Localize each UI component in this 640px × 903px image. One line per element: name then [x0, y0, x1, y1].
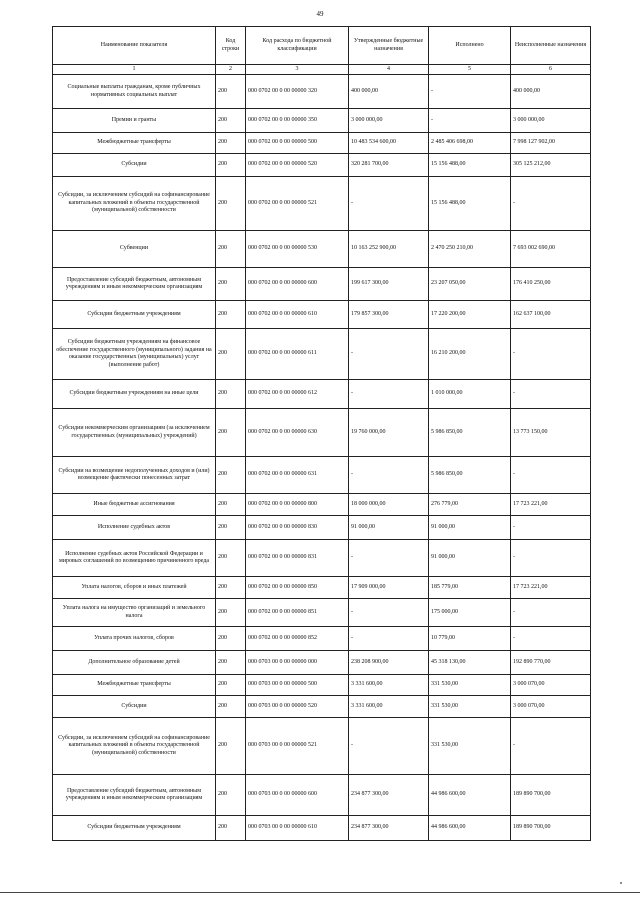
cell-exec: 5 986 850,00	[429, 409, 511, 457]
cell-code: 000 0702 00 0 00 00000 500	[246, 133, 349, 154]
cell-exec: 185 779,00	[429, 577, 511, 599]
cell-code: 000 0703 00 0 00 00000 600	[246, 775, 349, 816]
cell-code: 000 0702 00 0 00 00000 611	[246, 329, 349, 380]
cell-line: 200	[216, 75, 246, 109]
cell-unexec: 17 723 221,00	[511, 577, 591, 599]
cell-exec: 2 470 250 210,00	[429, 231, 511, 268]
cell-approved: 400 000,00	[349, 75, 429, 109]
cell-code: 000 0702 00 0 00 00000 851	[246, 599, 349, 627]
cell-line: 200	[216, 577, 246, 599]
page-number: 49	[316, 10, 324, 18]
column-index: 6	[511, 65, 591, 75]
cell-line: 200	[216, 268, 246, 301]
cell-unexec: 305 125 212,00	[511, 154, 591, 177]
header-row	[53, 27, 591, 65]
cell-line: 200	[216, 301, 246, 329]
cell-name: Субсидии бюджетным учреждениям	[53, 301, 216, 329]
cell-line: 200	[216, 409, 246, 457]
cell-unexec: -	[511, 177, 591, 231]
cell-approved: -	[349, 177, 429, 231]
cell-name: Межбюджетные трансферты	[53, 133, 216, 154]
cell-code: 000 0702 00 0 00 00000 630	[246, 409, 349, 457]
cell-name: Уплата прочих налогов, сборов	[53, 627, 216, 651]
header-expense-code: Код расхода по бюджетной классификации	[246, 27, 349, 65]
cell-approved: 3 331 600,00	[349, 696, 429, 718]
cell-name: Субсидии	[53, 696, 216, 718]
cell-unexec: 162 637 100,00	[511, 301, 591, 329]
cell-name: Предоставление субсидий бюджетным, автономным учреждениям и иным некоммерческим организациям	[53, 268, 216, 301]
table-row	[53, 651, 591, 675]
cell-exec: 91 000,00	[429, 540, 511, 577]
table-row	[53, 816, 591, 841]
cell-unexec: -	[511, 540, 591, 577]
cell-unexec: 7 693 002 690,00	[511, 231, 591, 268]
cell-code: 000 0702 00 0 00 00000 350	[246, 109, 349, 133]
table-row	[53, 380, 591, 409]
table-row	[53, 599, 591, 627]
cell-exec: 91 000,00	[429, 516, 511, 540]
cell-approved: 179 857 300,00	[349, 301, 429, 329]
cell-code: 000 0702 00 0 00 00000 850	[246, 577, 349, 599]
cell-unexec: -	[511, 627, 591, 651]
cell-approved: -	[349, 380, 429, 409]
cell-exec: 331 530,00	[429, 675, 511, 696]
cell-name: Субсидии бюджетным учреждениям на финансовое обеспечение государственного (муниципального) задания на оказание государственных (муниципальных) услуг (выполнение работ)	[53, 329, 216, 380]
column-index: 4	[349, 65, 429, 75]
table-row	[53, 133, 591, 154]
cell-approved: 238 208 900,00	[349, 651, 429, 675]
cell-exec: 1 010 000,00	[429, 380, 511, 409]
cell-approved: 18 000 000,00	[349, 494, 429, 516]
cell-line: 200	[216, 154, 246, 177]
cell-unexec: 189 890 700,00	[511, 775, 591, 816]
cell-line: 200	[216, 329, 246, 380]
bottom-divider	[0, 892, 640, 893]
cell-name: Социальные выплаты гражданам, кроме публичных нормативных социальных выплат	[53, 75, 216, 109]
cell-code: 000 0702 00 0 00 00000 612	[246, 380, 349, 409]
header-approved: Утвержденные бюджетные назначения	[349, 27, 429, 65]
cell-name: Субсидии, за исключением субсидий на софинансирование капитальных вложений в объекты государственной (муниципальной) собственности	[53, 177, 216, 231]
cell-name: Субсидии, за исключением субсидий на софинансирование капитальных вложений в объекты государственной (муниципальной) собственности	[53, 718, 216, 775]
cell-name: Иные бюджетные ассигнования	[53, 494, 216, 516]
cell-unexec: -	[511, 516, 591, 540]
cell-code: 000 0703 00 0 00 00000 610	[246, 816, 349, 841]
cell-unexec: 400 000,00	[511, 75, 591, 109]
cell-line: 200	[216, 627, 246, 651]
cell-approved: -	[349, 540, 429, 577]
cell-unexec: -	[511, 380, 591, 409]
cell-unexec: -	[511, 329, 591, 380]
cell-name: Исполнение судебных актов	[53, 516, 216, 540]
cell-name: Субсидии бюджетным учреждениям	[53, 816, 216, 841]
table-row	[53, 109, 591, 133]
cell-approved: 91 000,00	[349, 516, 429, 540]
cell-exec: 331 530,00	[429, 718, 511, 775]
cell-name: Предоставление субсидий бюджетным, автономным учреждениям и иным некоммерческим организациям	[53, 775, 216, 816]
cell-code: 000 0702 00 0 00 00000 530	[246, 231, 349, 268]
cell-code: 000 0703 00 0 00 00000 521	[246, 718, 349, 775]
table-row	[53, 627, 591, 651]
table-row	[53, 675, 591, 696]
cell-line: 200	[216, 599, 246, 627]
table-row	[53, 577, 591, 599]
cell-line: 200	[216, 457, 246, 494]
cell-code: 000 0702 00 0 00 00000 852	[246, 627, 349, 651]
cell-code: 000 0702 00 0 00 00000 830	[246, 516, 349, 540]
column-index: 2	[216, 65, 246, 75]
budget-execution-table	[52, 26, 591, 841]
cell-approved: -	[349, 329, 429, 380]
cell-line: 200	[216, 494, 246, 516]
cell-code: 000 0702 00 0 00 00000 610	[246, 301, 349, 329]
cell-unexec: 189 890 700,00	[511, 816, 591, 841]
cell-approved: -	[349, 627, 429, 651]
cell-approved: 320 281 700,00	[349, 154, 429, 177]
table-row	[53, 540, 591, 577]
cell-exec: 276 779,00	[429, 494, 511, 516]
cell-approved: -	[349, 599, 429, 627]
cell-unexec: 176 410 250,00	[511, 268, 591, 301]
cell-exec: 5 986 850,00	[429, 457, 511, 494]
cell-exec: 17 220 200,00	[429, 301, 511, 329]
table-row	[53, 696, 591, 718]
cell-unexec: 192 890 770,00	[511, 651, 591, 675]
cell-line: 200	[216, 718, 246, 775]
table-row	[53, 409, 591, 457]
cell-approved: 17 909 000,00	[349, 577, 429, 599]
cell-name: Субсидии	[53, 154, 216, 177]
cell-unexec: 13 773 150,00	[511, 409, 591, 457]
header-executed: Исполнено	[429, 27, 511, 65]
cell-line: 200	[216, 775, 246, 816]
cell-line: 200	[216, 231, 246, 268]
table-row	[53, 457, 591, 494]
table-row	[53, 154, 591, 177]
cell-exec: 2 485 406 698,00	[429, 133, 511, 154]
cell-unexec: 17 723 221,00	[511, 494, 591, 516]
cell-name: Субсидии на возмещение недополученных доходов и (или) возмещение фактически понесенных затрат	[53, 457, 216, 494]
cell-code: 000 0703 00 0 00 00000 000	[246, 651, 349, 675]
table-row	[53, 718, 591, 775]
cell-line: 200	[216, 696, 246, 718]
cell-line: 200	[216, 109, 246, 133]
cell-approved: 10 163 252 900,00	[349, 231, 429, 268]
cell-exec: 16 210 200,00	[429, 329, 511, 380]
table-row	[53, 75, 591, 109]
cell-code: 000 0703 00 0 00 00000 520	[246, 696, 349, 718]
column-index: 3	[246, 65, 349, 75]
cell-name: Субвенции	[53, 231, 216, 268]
cell-line: 200	[216, 675, 246, 696]
cell-exec: 45 318 130,00	[429, 651, 511, 675]
cell-exec: 175 000,00	[429, 599, 511, 627]
cell-code: 000 0702 00 0 00 00000 520	[246, 154, 349, 177]
cell-exec: 23 207 050,00	[429, 268, 511, 301]
table-row	[53, 268, 591, 301]
column-index: 1	[53, 65, 216, 75]
cell-name: Уплата налогов, сборов и иных платежей	[53, 577, 216, 599]
cell-line: 200	[216, 380, 246, 409]
cell-code: 000 0702 00 0 00 00000 831	[246, 540, 349, 577]
table-row	[53, 775, 591, 816]
cell-exec: 15 156 488,00	[429, 154, 511, 177]
cell-unexec: -	[511, 457, 591, 494]
cell-unexec: -	[511, 718, 591, 775]
cell-approved: 19 760 000,00	[349, 409, 429, 457]
column-index: 5	[429, 65, 511, 75]
table-row	[53, 301, 591, 329]
scan-mark	[620, 882, 622, 884]
table-row	[53, 329, 591, 380]
cell-name: Дополнительное образование детей	[53, 651, 216, 675]
cell-name: Премии и гранты	[53, 109, 216, 133]
cell-line: 200	[216, 516, 246, 540]
cell-unexec: 3 000 070,00	[511, 696, 591, 718]
cell-exec: 44 986 600,00	[429, 816, 511, 841]
table-row	[53, 177, 591, 231]
column-index-row	[53, 65, 591, 75]
cell-approved: 3 000 000,00	[349, 109, 429, 133]
cell-exec: 15 156 488,00	[429, 177, 511, 231]
cell-line: 200	[216, 177, 246, 231]
cell-exec: 331 530,00	[429, 696, 511, 718]
cell-unexec: -	[511, 599, 591, 627]
cell-line: 200	[216, 540, 246, 577]
cell-approved: 234 877 300,00	[349, 816, 429, 841]
cell-exec: -	[429, 75, 511, 109]
cell-code: 000 0702 00 0 00 00000 600	[246, 268, 349, 301]
cell-line: 200	[216, 816, 246, 841]
cell-approved: 234 877 300,00	[349, 775, 429, 816]
table-body	[53, 75, 591, 841]
cell-approved: 199 617 300,00	[349, 268, 429, 301]
cell-approved: 10 483 534 600,00	[349, 133, 429, 154]
cell-unexec: 3 000 070,00	[511, 675, 591, 696]
cell-name: Субсидии некоммерческим организациям (за исключением государственных (муниципальных) учреждений)	[53, 409, 216, 457]
cell-unexec: 3 000 000,00	[511, 109, 591, 133]
cell-name: Субсидии бюджетным учреждениям на иные цели	[53, 380, 216, 409]
cell-line: 200	[216, 651, 246, 675]
table-row	[53, 516, 591, 540]
cell-name: Исполнение судебных актов Российской Федерации и мировых соглашений по возмещению причиненного вреда	[53, 540, 216, 577]
cell-code: 000 0702 00 0 00 00000 800	[246, 494, 349, 516]
cell-approved: 3 331 600,00	[349, 675, 429, 696]
cell-code: 000 0702 00 0 00 00000 521	[246, 177, 349, 231]
cell-exec: 44 986 600,00	[429, 775, 511, 816]
table-row	[53, 494, 591, 516]
cell-approved: -	[349, 457, 429, 494]
header-name: Наименование показателя	[53, 27, 216, 65]
header-unexecuted: Неисполненные назначения	[511, 27, 591, 65]
cell-approved: -	[349, 718, 429, 775]
cell-code: 000 0702 00 0 00 00000 320	[246, 75, 349, 109]
cell-code: 000 0702 00 0 00 00000 631	[246, 457, 349, 494]
cell-unexec: 7 998 127 902,00	[511, 133, 591, 154]
cell-code: 000 0703 00 0 00 00000 500	[246, 675, 349, 696]
header-line-code: Код строки	[216, 27, 246, 65]
table-row	[53, 231, 591, 268]
cell-exec: -	[429, 109, 511, 133]
cell-exec: 10 779,00	[429, 627, 511, 651]
cell-name: Межбюджетные трансферты	[53, 675, 216, 696]
cell-name: Уплата налога на имущество организаций и земельного налога	[53, 599, 216, 627]
cell-line: 200	[216, 133, 246, 154]
